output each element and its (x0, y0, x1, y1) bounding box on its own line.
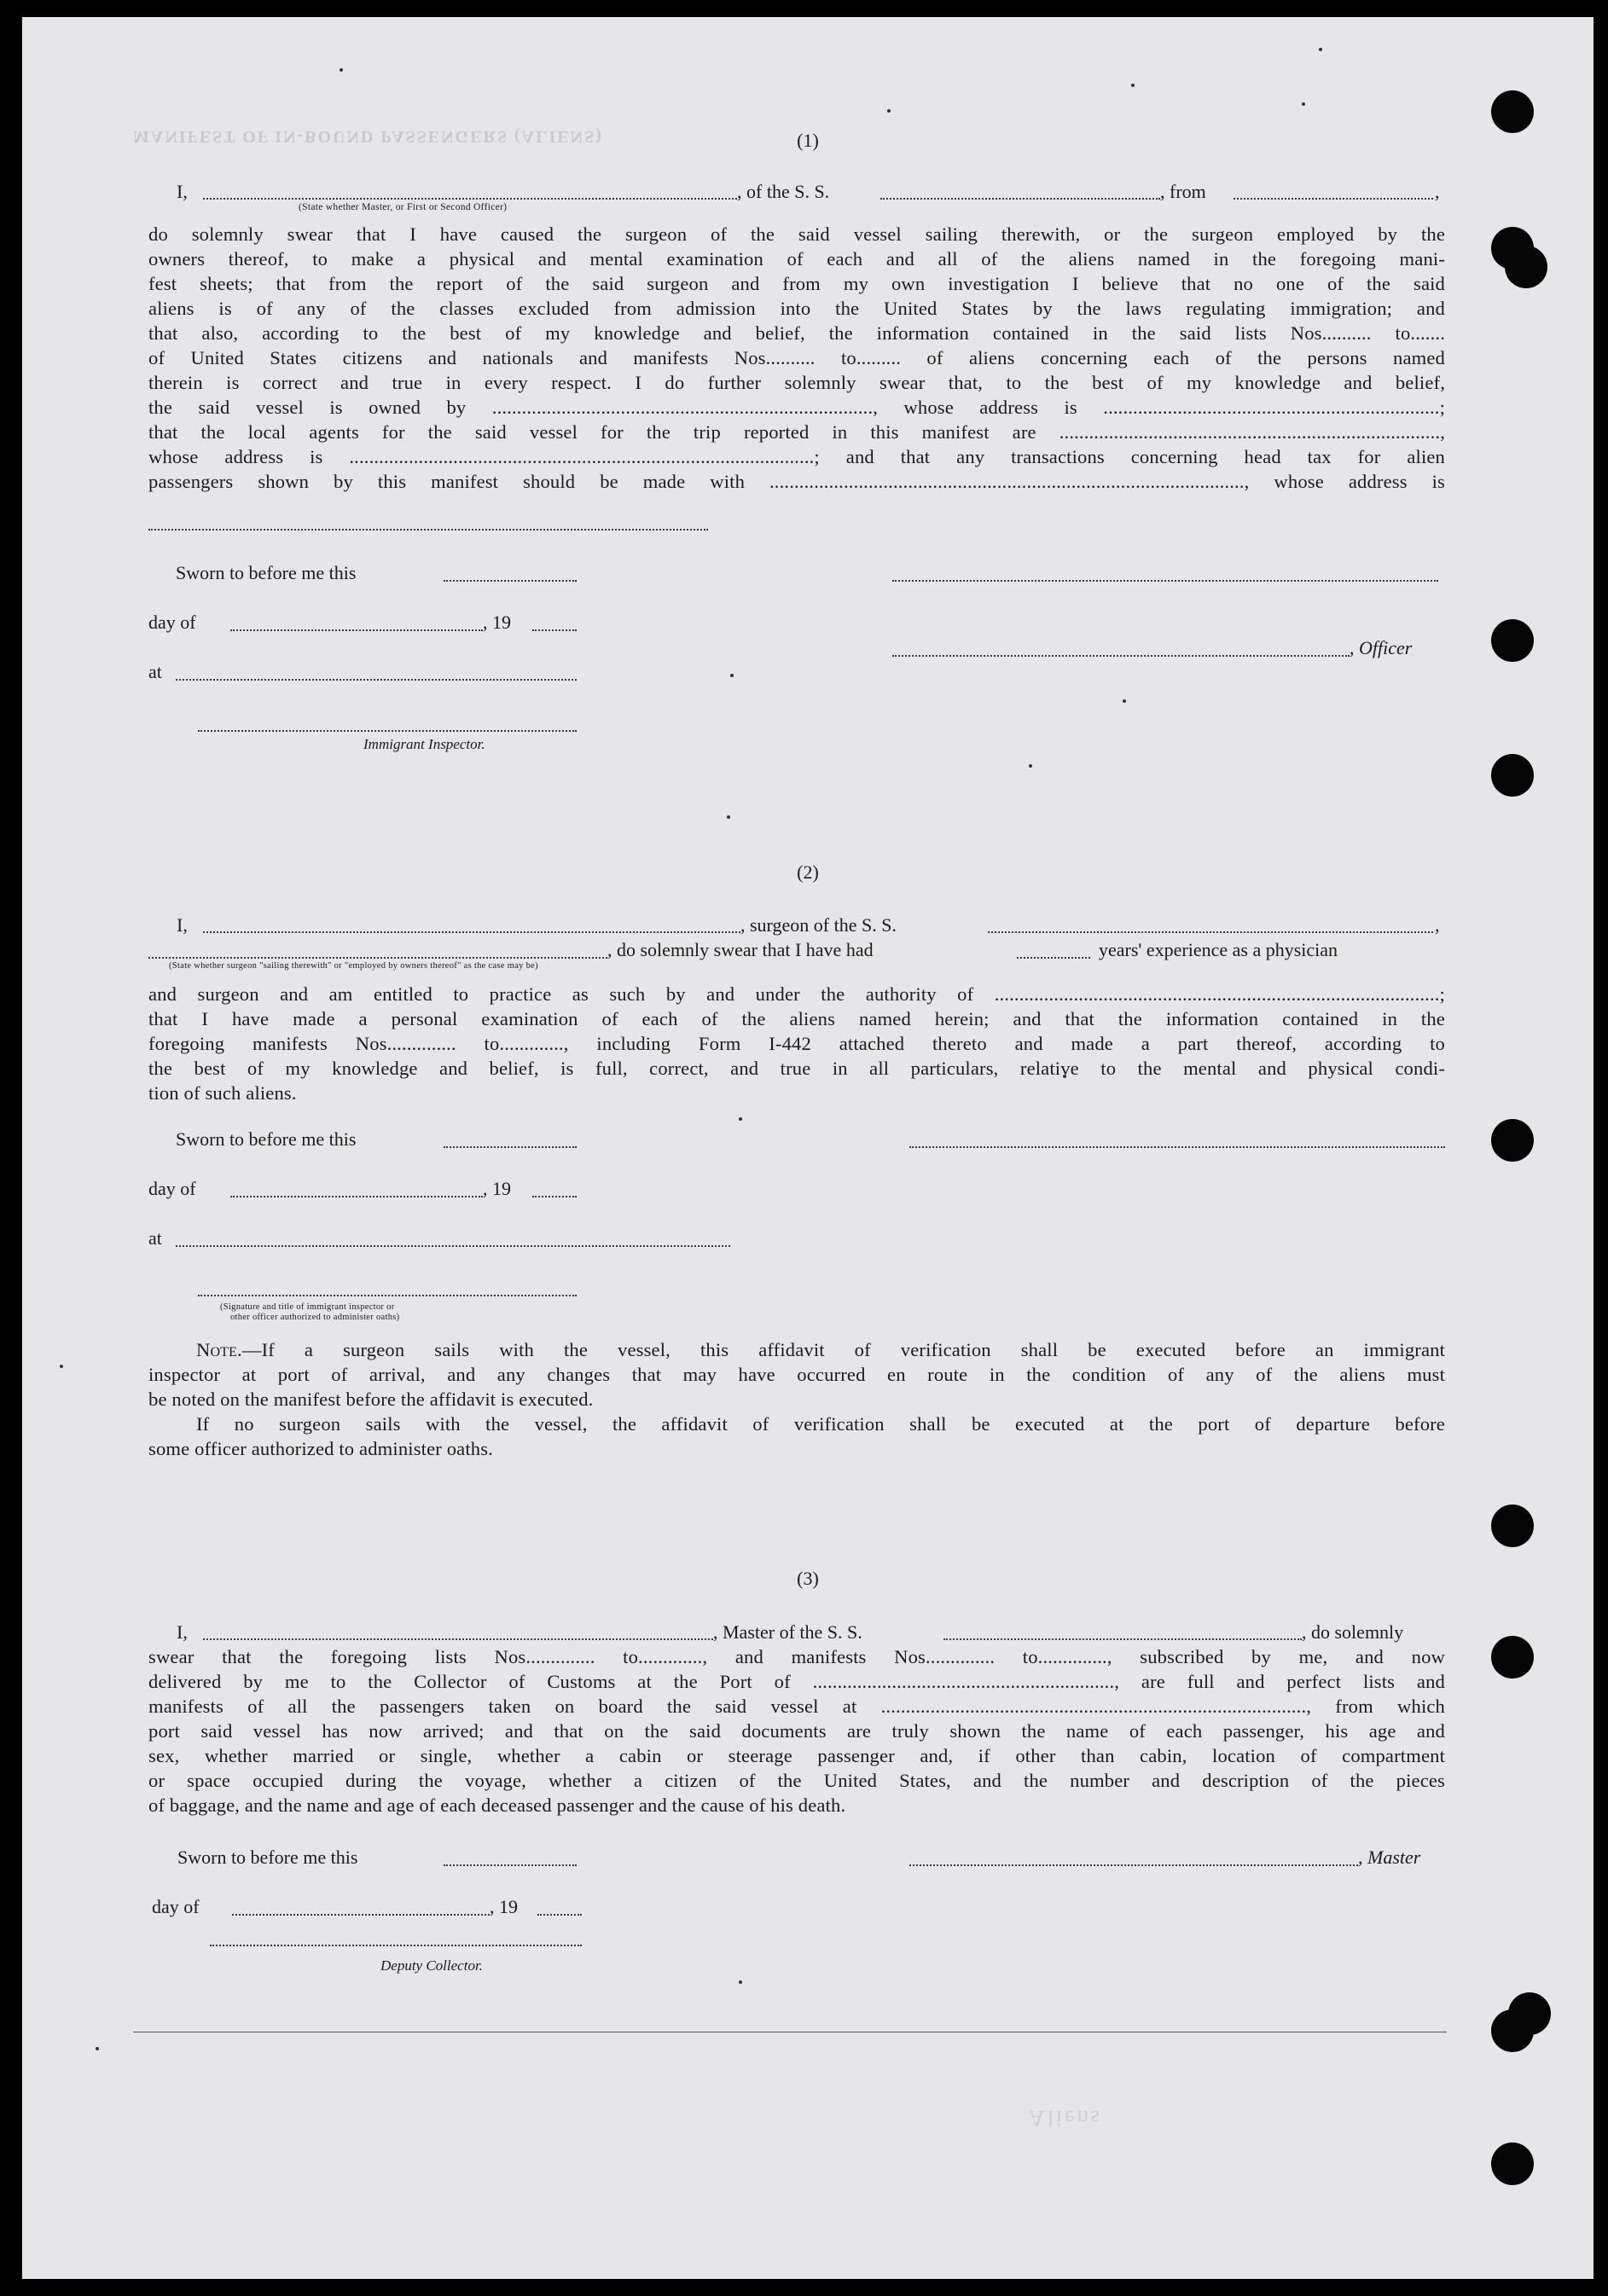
s3-day-blank (232, 1914, 490, 1916)
text-line: aliens is of any of the classes excluded from admission into the United States by the laws regulating immigration; and (148, 298, 1445, 319)
s2-oath-text (148, 982, 1445, 1105)
s2-signature-blank (909, 1146, 1445, 1148)
s2-line1-comma: , (1435, 914, 1440, 936)
s2-surgeon-name-blank (203, 931, 740, 933)
s2-sig-caption-2: other officer authorized to administer oaths) (230, 1313, 400, 1322)
s1-officer-label: , Officer (1350, 637, 1413, 658)
s2-line1-i: I, (177, 914, 188, 936)
s3-master-name-blank (203, 1638, 713, 1640)
s2-caption: (State whether surgeon "sailing therewith" or "employed by owners thereof" as the case may be) (169, 961, 538, 971)
speck (1302, 102, 1305, 106)
text-line: that the local agents for the said vessel for the trip reported in this manifest are ............................................................................., (148, 421, 1445, 443)
s3-year-label: , 19 (490, 1896, 518, 1917)
text-line: port said vessel has now arrived; and that on the said documents are truly shown the name of each passenger, his age and (148, 1720, 1445, 1742)
s3-master-signature-blank (909, 1864, 1358, 1866)
speck (340, 68, 343, 72)
s3-sworn-label: Sworn to before me this (177, 1847, 358, 1868)
text-line: swear that the foregoing lists Nos.............. to............., and manifests Nos.............. to.............., subscribed by me, and now (148, 1646, 1445, 1667)
speck (60, 1365, 63, 1368)
text-line: delivered by me to the Collector of Customs at the Port of ............................................................., are full and perfect lists and (148, 1671, 1445, 1692)
text-line: inspector at port of arrival, and any changes that may have occurred en route in the condition of any of the aliens must (148, 1364, 1445, 1385)
s1-day-blank (230, 629, 483, 631)
s1-sworn-blank (444, 580, 577, 582)
s2-at-label: at (148, 1227, 162, 1249)
section-2-number: (2) (797, 861, 819, 883)
text-line: the best of my knowledge and belief, is full, correct, and true in all particulars, relative to the mental and physical condi- (148, 1058, 1445, 1079)
s2-note (148, 1337, 1445, 1461)
binder-hole (1491, 1505, 1534, 1547)
s3-line1-i: I, (177, 1621, 188, 1643)
speck (727, 815, 730, 819)
text-line: that I have made a personal examination of each of the aliens named herein; and that the information contained in the (148, 1008, 1445, 1029)
s2-ship-blank (988, 931, 1433, 933)
speck (739, 1980, 742, 1984)
text-line: that also, according to the best of my knowledge and belief, the information contained in the said lists Nos.......... to....... (148, 322, 1445, 344)
speck (1123, 699, 1126, 703)
s2-day-blank (230, 1196, 483, 1197)
text-line: of baggage, and the name and age of each deceased passenger and the cause of his death. (148, 1794, 846, 1816)
s3-deputy-label: Deputy Collector. (380, 1957, 483, 1974)
text-line (148, 1337, 1445, 1362)
s3-oath-text (148, 1644, 1445, 1818)
s2-sig-caption-1: (Signature and title of immigrant inspector or (220, 1302, 395, 1312)
form-sheet (22, 17, 1593, 2279)
show-through-heading: MANIFEST OF IN-BOUND PASSENGERS (ALIENS) (133, 127, 603, 146)
s1-day-label: day of (148, 612, 196, 633)
s1-at-blank (176, 679, 577, 681)
section-1-number: (1) (797, 130, 819, 151)
s1-line1-i: I, (177, 181, 188, 202)
text-line: do solemnly swear that I have caused the surgeon of the said vessel sailing therewith, or the surgeon employed by the (148, 223, 1445, 245)
binder-hole (1505, 246, 1547, 288)
text-line: or space occupied during the voyage, whether a citizen of the United States, and the number and description of the pieces (148, 1770, 1445, 1791)
binder-hole (1491, 754, 1534, 797)
text-line: whose address is ..............................................................................................; and that any transactions concerning head tax for alien (148, 446, 1445, 467)
note-label: Note. (196, 1339, 242, 1360)
section-3-number: (3) (797, 1568, 819, 1589)
text-line: owners thereof, to make a physical and mental examination of each and all of the aliens named in the foregoing mani- (148, 248, 1445, 270)
binder-hole (1491, 619, 1534, 662)
s3-line1-ship: , Master of the S. S. (713, 1621, 862, 1643)
s3-sworn-blank (444, 1864, 577, 1866)
s2-sworn-label: Sworn to before me this (176, 1128, 357, 1150)
text-line: tion of such aliens. (148, 1082, 297, 1104)
text-line: If no surgeon sails with the vessel, the affidavit of verification shall be executed at the port of departure before (196, 1413, 1445, 1435)
s1-officer-rank-blank (203, 198, 737, 200)
speck (96, 2047, 99, 2050)
speck (887, 109, 891, 113)
s3-day-label: day of (152, 1896, 200, 1917)
s1-at-label: at (148, 661, 162, 682)
s3-master-label: , Master (1358, 1847, 1421, 1868)
text-line: the said vessel is owned by ............................................................................., whose address is ....................................................................; (148, 397, 1445, 418)
s1-line1-from: , from (1160, 181, 1206, 202)
speck (1319, 48, 1322, 51)
s1-sworn-label: Sworn to before me this (176, 562, 357, 583)
speck (1029, 764, 1032, 768)
text-line: manifests of all the passengers taken on board the said vessel at ......................................................................................, from which (148, 1696, 1445, 1717)
text-line: sex, whether married or single, whether a cabin or steerage passenger and, if other than cabin, location of compartment (148, 1745, 1445, 1766)
text-line: of United States citizens and nationals and manifests Nos.......... to......... of aliens concerning each of the persons named (148, 347, 1445, 368)
s2-years-blank (1017, 957, 1090, 959)
s2-line2-exp: years' experience as a physician (1099, 939, 1338, 960)
s1-officer-blank (892, 655, 1350, 657)
s2-year-blank (532, 1196, 577, 1197)
s1-address-continuation-blank (148, 529, 708, 531)
s1-line1-comma: , (1435, 181, 1440, 202)
s1-year-blank (532, 629, 577, 631)
s1-signature-blank (892, 580, 1438, 582)
s3-ship-blank (943, 1638, 1302, 1640)
s1-year-label: , 19 (483, 612, 511, 633)
speck (1131, 84, 1135, 87)
s3-deputy-signature-blank (210, 1945, 582, 1946)
s2-at-blank (176, 1245, 730, 1247)
binder-hole (1491, 1119, 1534, 1162)
s2-sworn-blank (444, 1146, 577, 1148)
binder-hole (1491, 1636, 1534, 1679)
speck (739, 1117, 742, 1121)
text-line: some officer authorized to administer oaths. (148, 1438, 493, 1459)
text-line: therein is correct and true in every respect. I do further solemnly swear that, to the best of my knowledge and belief, (148, 372, 1445, 393)
s1-caption: (State whether Master, or First or Second Officer) (299, 202, 508, 212)
s2-inspector-signature-blank (198, 1295, 577, 1296)
s3-line1-swear: , do solemnly (1302, 1621, 1404, 1643)
s3-year-blank (537, 1914, 582, 1916)
s1-ship-blank (880, 198, 1160, 200)
s2-year-label: , 19 (483, 1178, 511, 1199)
s1-from-blank (1234, 198, 1433, 200)
text-line: be noted on the manifest before the affidavit is executed. (148, 1389, 594, 1410)
show-through-footer: Aliens (1029, 2106, 1102, 2131)
s1-oath-text (148, 222, 1445, 494)
s1-line1-ship: , of the S. S. (737, 181, 830, 202)
text-line: passengers shown by this manifest should be made with ................................................................................................, whose address is (148, 471, 1445, 492)
s2-status-blank (148, 957, 607, 959)
text-line: foregoing manifests Nos.............. to............., including Form I-442 attached thereto and made a part thereof, according to (148, 1033, 1445, 1054)
binder-hole (1491, 90, 1534, 133)
text-line: and surgeon and am entitled to practice as such by and under the authority of ..........................................................................................; (148, 983, 1445, 1005)
s2-line2-swear: , do solemnly swear that I have had (607, 939, 874, 960)
s1-inspector-label: Immigrant Inspector. (363, 736, 485, 752)
text-line: fest sheets; that from the report of the said surgeon and from my own investigation I believe that no one of the said (148, 273, 1445, 294)
binder-hole (1491, 2142, 1534, 2185)
speck (730, 674, 734, 677)
note-text: —If a surgeon sails with the vessel, this affidavit of verification shall be executed before an immigrant (241, 1339, 1445, 1360)
s2-line1-ship: , surgeon of the S. S. (740, 914, 897, 936)
binder-hole (1508, 1992, 1551, 2035)
s2-day-label: day of (148, 1178, 196, 1199)
